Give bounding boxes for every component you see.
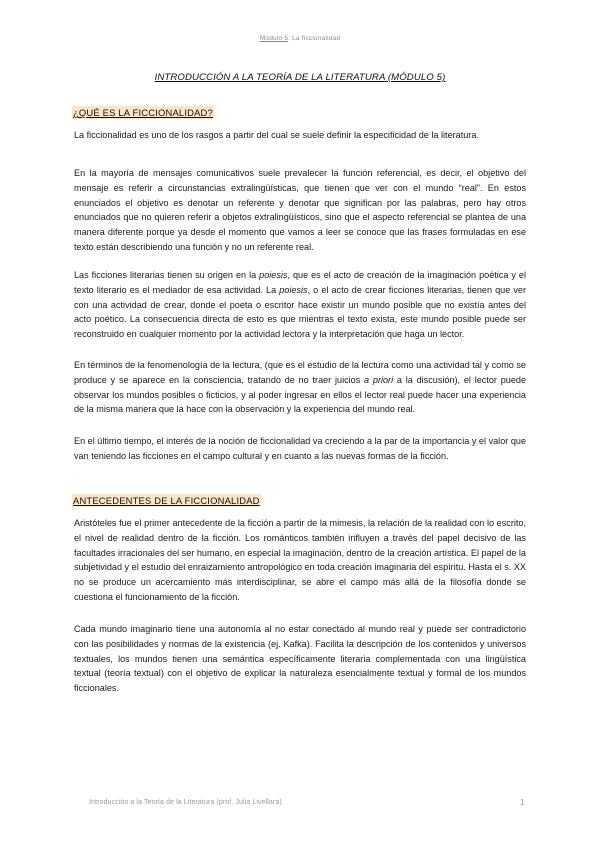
paragraph-2: En la mayoría de mensajes comunicativos suele prevalecer la función referencial, es decir, el objetivo del mensaje es referir a circunstancias extralingüísticas, que tienen que ver con el mundo “real”. En estos enunciados el objetivo es denotar un referente y denotar que significan por las palabras, pero hay otros enunciados que no quieren referir a objetos extralingüísticos, sino que el aspecto referencial se plantea de una manera diferente porque ya desde el momento que vamos a leer se conoce que las frases formuladas en ese texto están describiendo una función y no un referente real.: [74, 168, 526, 252]
section-heading-que-es: ¿QUÉ ES LA FICCIONALIDAD?: [73, 107, 213, 118]
paragraph-7: Cada mundo imaginario tiene una autonomía al no estar conectado al mundo real y puede ser contradictorio con las posibilidades y normas de la existencia (ej. Kafka). Facilita la descripción de los contenidos y universos textuales, los mundos tienen una semántica específicamente literaria complementada con una lingüística textual (teoría textual) con el objetivo de explicar la naturaleza esencialmente textual y formal de los mundos ficcionales.: [74, 624, 526, 694]
running-header: [0, 35, 600, 42]
paragraph-1: La ficcionalidad es uno de los rasgos a partir del cual se suele definir la especificidad de la literatura.: [74, 130, 479, 140]
paragraph-4: [74, 358, 526, 417]
paragraph-4-text-a: En términos de la fenomenología de la lectura, (que es el estudio de la lectura como una actividad tal y como se produce y se aparece en la consciencia, tratando de no traer juicios: [74, 360, 526, 385]
section-heading-antecedentes: ANTECEDENTES DE LA FICCIONALIDAD: [73, 495, 260, 506]
running-footer: Introducción a la Teoría de la Literatura (prof. Julia Livellara): [89, 799, 282, 806]
paragraph-4-text-c: a la discusión), el lector puede observar los mundos posibles o ficticios, y al poder ingresar en ellos el lector real puede hacer una experiencia de la misma manera que la hace con la observación y la experiencia del mundo real.: [74, 374, 526, 415]
paragraph-3-term-poiesis: poiesis: [259, 270, 288, 280]
paragraph-3: [74, 268, 526, 342]
header-module-title: : La ficcionalidad: [288, 35, 341, 42]
paragraph-4-term-a-priori: a priori: [364, 374, 394, 385]
paragraph-3-text-a: Las ficciones literarias tienen su origen en la: [74, 270, 260, 280]
document-title: INTRODUCCIÓN A LA TEORÍA DE LA LITERATURA (MÓDULO 5): [154, 72, 446, 83]
paragraph-3-text-e: , o el acto de crear ficciones literarias, tienen que ver con una actividad de crear, donde el poeta o escritor hace existir un mundo posible que no existía antes del acto poético. La consecuencia directa de esto es que mientras el texto exista, este mundo posible puede ser reconstruido en cualquier momento por la actividad lectora y la interpretación que haga un lector.: [74, 284, 526, 340]
paragraph-6: Aristóteles fue el primer antecedente de la ficción a partir de la mimesis, la relación de la realidad con lo escrito, el nivel de realidad dentro de la ficción. Los románticos también influyen a través del papel decisivo de las facultades irracionales del ser humano, en especial la imaginación, dentro de la creación artística. El papel de la subjetividad y el estudio del enraizamiento antropológico en toda creación imaginaria del espíritu. Hasta el s. XX no se produce un acercamiento más interdisciplinar, se abre el campo más allá de la filosofía donde se cuestiona el funcionamiento de la ficción.: [74, 518, 526, 602]
paragraph-3-term-poiesis-2: poiesis: [279, 284, 308, 295]
paragraph-3-text-c: , que es el acto de creación de la imaginación poética y el texto literario es el mediador de esa actividad. La: [74, 270, 526, 295]
header-module-label: Módulo 5: [259, 35, 289, 42]
paragraph-5: En el último tiempo, el interés de la noción de ficcionalidad va creciendo a la par de la importancia y el valor que van teniendo las ficciones en el campo cultural y en cuanto a las nuevas formas de la ficción.: [74, 436, 526, 461]
page-number: 1: [520, 798, 525, 807]
